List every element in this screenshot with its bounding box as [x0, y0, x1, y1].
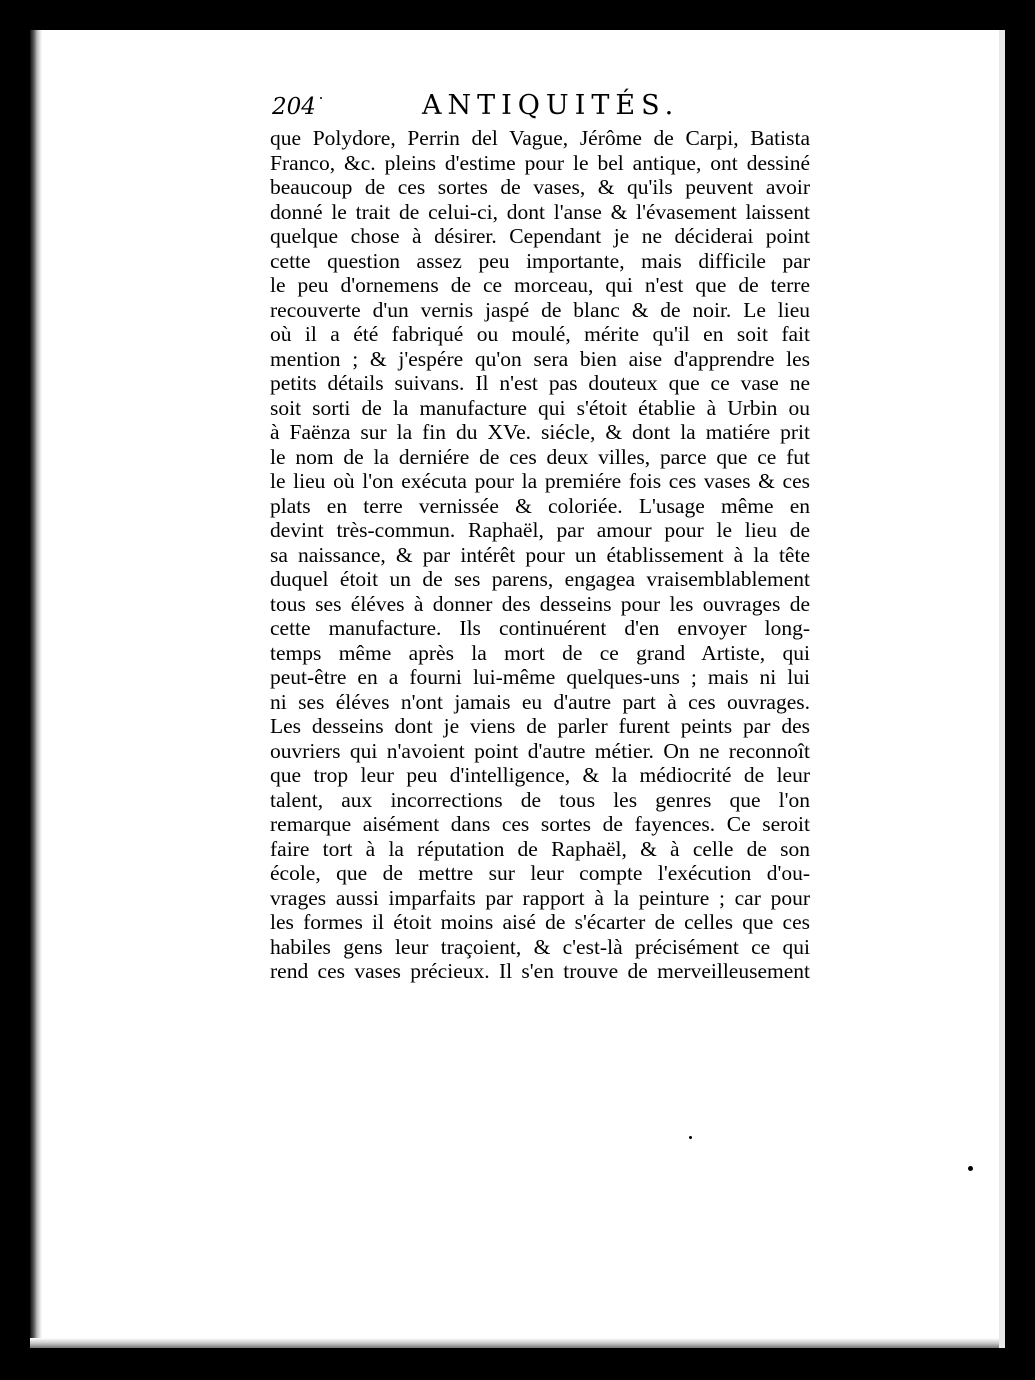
text-line: cette question assez peu importante, mais difficile par: [270, 248, 810, 273]
text-line: à Faënza sur la fin du XVe. siécle, & dont la matiére prit: [270, 420, 810, 444]
running-title: ANTIQUITÉS.: [422, 90, 680, 121]
text-line: peut-être en a fourni lui-même quelques-uns ; mais ni lui: [270, 665, 810, 689]
text-line: beaucoup de ces sortes de vases, & qu'ils peuvent avoir: [270, 175, 810, 199]
page-number: 204: [272, 94, 316, 120]
text-line: école, que de mettre sur leur compte l'exécution d'ou-: [270, 861, 810, 885]
text-line: donné le trait de celui-ci, dont l'anse & l'évasement laissent: [270, 199, 810, 224]
text-line: ni ses éléves n'ont jamais eu d'autre part à ces ouvrages.: [270, 689, 810, 714]
page-bottom-edge: [30, 1338, 999, 1348]
text-line: les formes il étoit moins aisé de s'écarter de celles que ces: [270, 910, 810, 934]
text-line: devint très-commun. Raphaël, par amour pour le lieu de: [270, 518, 810, 542]
text-line: ouvriers qui n'avoient point d'autre métier. On ne reconnoît: [270, 738, 810, 763]
text-line: cette manufacture. Ils continuérent d'en envoyer long-: [270, 616, 810, 640]
text-line: rend ces vases précieux. Il s'en trouve de merveilleusement: [270, 959, 810, 983]
text-line: le lieu où l'on exécuta pour la premiére fois ces vases & ces: [270, 469, 810, 493]
text-line: habiles gens leur traçoient, & c'est-là précisément ce qui: [270, 934, 810, 959]
text-line: le nom de la derniére de ces deux villes, parce que ce fut: [270, 444, 810, 469]
text-line: recouverte d'un vernis jaspé de blanc & de noir. Le lieu: [270, 297, 810, 322]
text-line: soit sorti de la manufacture qui s'étoit établie à Urbin ou: [270, 395, 810, 420]
text-line: le peu d'ornemens de ce morceau, qui n'est que de terre: [270, 273, 810, 297]
text-line: sa naissance, & par intérêt pour un établissement à la tête: [270, 542, 810, 567]
ink-speck: [689, 1136, 692, 1139]
text-line: faire tort à la réputation de Raphaël, & à celle de son: [270, 836, 810, 861]
text-line: vrages aussi imparfaits par rapport à la peinture ; car pour: [270, 885, 810, 910]
text-line: que trop leur peu d'intelligence, & la médiocrité de leur: [270, 763, 810, 787]
text-line: petits détails suivans. Il n'est pas douteux que ce vase ne: [270, 371, 810, 395]
ink-speck: [968, 1166, 973, 1171]
text-line: remarque aisément dans ces sortes de fayences. Ce seroit: [270, 812, 810, 836]
ink-speck: [320, 97, 322, 99]
text-line: temps même après la mort de ce grand Artiste, qui: [270, 640, 810, 665]
text-line: duquel étoit un de ses parens, engagea vraisemblablement: [270, 567, 810, 591]
text-line: tous ses éléves à donner des desseins pour les ouvrages de: [270, 591, 810, 616]
text-line: talent, aux incorrections de tous les genres que l'on: [270, 787, 810, 812]
text-line: plats en terre vernissée & coloriée. L'usage même en: [270, 493, 810, 518]
text-line: quelque chose à désirer. Cependant je ne déciderai point: [270, 224, 810, 248]
text-line: Les desseins dont je viens de parler furent peints par des: [270, 714, 810, 738]
text-line: que Polydore, Perrin del Vague, Jérôme de Carpi, Batista: [270, 126, 810, 150]
page-gutter-shadow: [30, 30, 42, 1348]
text-line: Franco, &c. pleins d'estime pour le bel antique, ont dessiné: [270, 150, 810, 175]
body-text: [270, 126, 810, 984]
text-line: mention ; & j'espére qu'on sera bien aise d'apprendre les: [270, 346, 810, 371]
text-line: où il a été fabriqué ou moulé, mérite qu'il en soit fait: [270, 322, 810, 346]
page-header: [272, 88, 812, 128]
